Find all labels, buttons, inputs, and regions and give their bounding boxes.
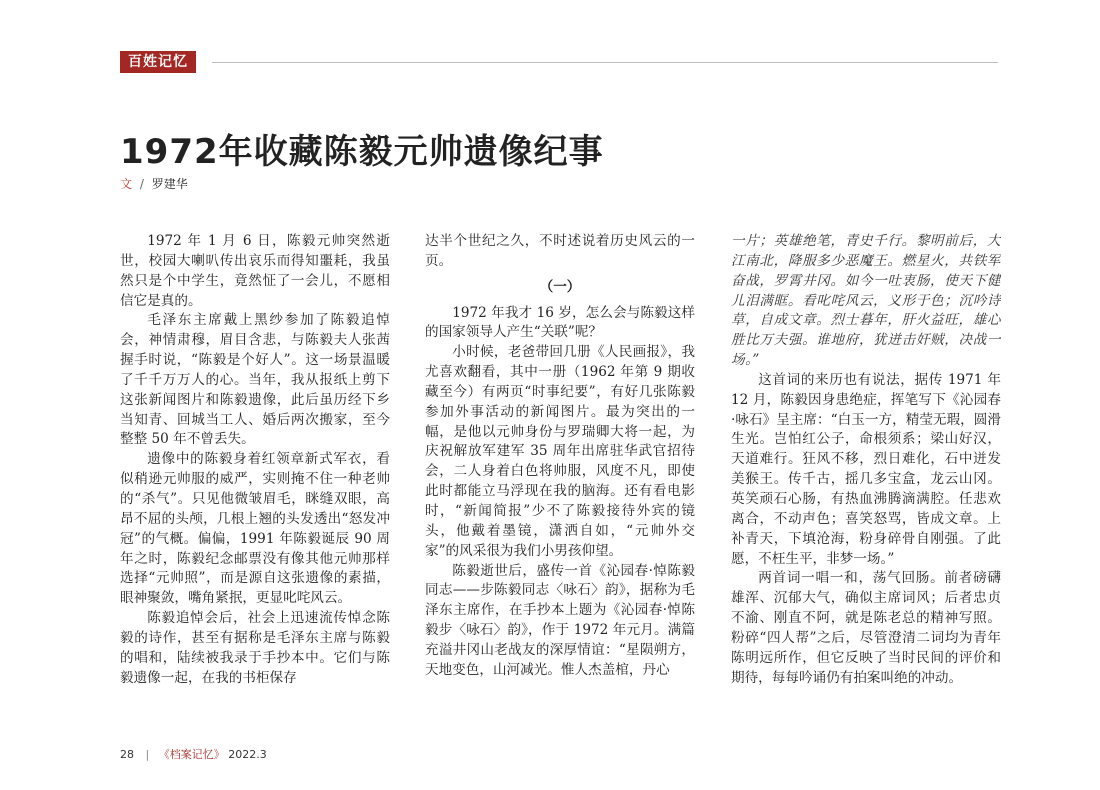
magazine-name: 《档案记忆》 [158, 748, 225, 761]
byline-separator: / [139, 177, 144, 191]
footer-divider: | [145, 748, 150, 761]
page-number: 28 [120, 748, 134, 761]
byline [120, 175, 188, 192]
text-column-2 [425, 232, 695, 742]
paragraph: 小时候，老爸带回几册《人民画报》，我尤喜欢翻看，其中一册（1962 年第 9 期收藏至今）有两页“时事纪要”，有好几张陈毅参加外事活动的新闻图片。最为突出的一幅，是他以元帅身份与罗瑞卿大将一起，为庆祝解放军建军 35 周年出席驻华武官招待会，二人身着白色将帅服，风度不凡，即使此时都能立马浮现在我的脑海。还有看电影时，“新闻简报”少不了陈毅接待外宾的镜头，他戴着墨镜，潇洒自如，“元帅外交家”的风采很为我们小男孩仰望。 [425, 344, 695, 559]
paragraph: 陈毅追悼会后，社会上迅速流传悼念陈毅的诗作，甚至有据称是毛泽东主席与陈毅的唱和，陆续被我录于手抄本中。它们与陈毅遗像一起，在我的书柜保存 [120, 610, 390, 686]
paragraph: 遗像中的陈毅身着红领章新式军衣，看似稍逊元帅服的威严，实则掩不住一种老帅的“杀气”。只见他微皱眉毛，眯缝双眼，高昂不屈的头颅，几根上翘的头发透出“怒发冲冠”的气概。偏偏，1991 年陈毅诞辰 90 周年之时，陈毅纪念邮票没有像其他元帅那样选择“元帅照”，而是源自这张遗像的素描，眼神聚敛，嘴角紧抿，更显叱咤风云。 [120, 451, 390, 607]
header-rule [212, 62, 998, 63]
paragraph: 毛泽东主席戴上黑纱参加了陈毅追悼会，神情肃穆，眉目含悲，与陈毅夫人张茜握手时说，“陈毅是个好人”。这一场景温暖了千千万万人的心。当年，我从报纸上剪下这张新闻图片和陈毅遗像，此后虽历经下乡当知青、回城当工人、婚后两次搬家，至今整整 50 年不曾丢失。 [120, 312, 390, 448]
issue-number: 2022.3 [228, 748, 267, 761]
page-footer [120, 746, 267, 762]
paragraph: 两首词一唱一和，荡气回肠。前者磅礴雄浑、沉郁大气，确似主席词风；后者忠贞不渝、刚直不阿，就是陈老总的精神写照。粉碎“四人帮”之后，尽管澄清二词均为青年陈明远所作，但它反映了当时民间的评价和期待，每每吟诵仍有拍案叫绝的冲动。 [731, 570, 1001, 686]
paragraph: 达半个世纪之久，不时述说着历史风云的一页。 [425, 233, 695, 269]
paragraph: 一片；英雄绝笔，青史千行。黎明前后，大江南北，降服多少恶魔王。燃星火，共铁军奋战，罗霄井冈。如今一吐衷肠，使天下健儿泪满眶。看叱咤风云，义形于色；沉吟诗草，自成文章。烈士暮年，肝火益旺，雄心胜比万夫强。谁地府，犹迸击奸贼，决战一场。” [731, 233, 1001, 369]
paragraph: 1972 年我才 16 岁，怎么会与陈毅这样的国家领导人产生“关联”呢？ [425, 304, 695, 341]
section-heading: （一） [539, 278, 581, 295]
byline-prefix: 文 [120, 177, 133, 191]
author-name: 罗建华 [151, 177, 188, 191]
paragraph: 这首词的来历也有说法，据传 1971 年 12 月，陈毅因身患绝症，挥笔写下《沁园春·咏石》呈主席：“白玉一方，精莹无瑕，圆滑生光。岂怕红公子，命根须系；梁山好汉，天道难行。狂风不移，烈日难化，石中迸发美猴王。传千古，摇几多宝盒，龙云山冈。英笑顽石心肠，有热血沸腾滴满腔。任悲欢离合，不动声色；喜笑怒骂，皆成文章。上补青天，下填沧海，粉身碎骨自刚强。了此愿，不枉生平，非梦一场。” [731, 371, 1001, 567]
paragraph: 1972 年 1 月 6 日，陈毅元帅突然逝世，校园大喇叭传出哀乐而得知噩耗，我虽然只是个中学生，竟然怔了一会儿，不愿相信它是真的。 [120, 233, 390, 309]
section-tag: 百姓记忆 [120, 51, 196, 73]
text-column-3 [731, 232, 1001, 742]
article-title: 1972年收藏陈毅元帅遗像纪事 [120, 132, 604, 172]
text-column-1 [120, 232, 390, 742]
paragraph: 陈毅逝世后，盛传一首《沁园春·悼陈毅同志——步陈毅同志〈咏石〉韵》，据称为毛泽东主席作，在手抄本上题为《沁园春·悼陈毅步〈咏石〉韵》，作于 1972 年元月。满篇充溢井冈山老战友的深厚情谊：“星陨朔方，天地变色，山河减光。惟人杰盖棺，丹心 [425, 562, 695, 678]
